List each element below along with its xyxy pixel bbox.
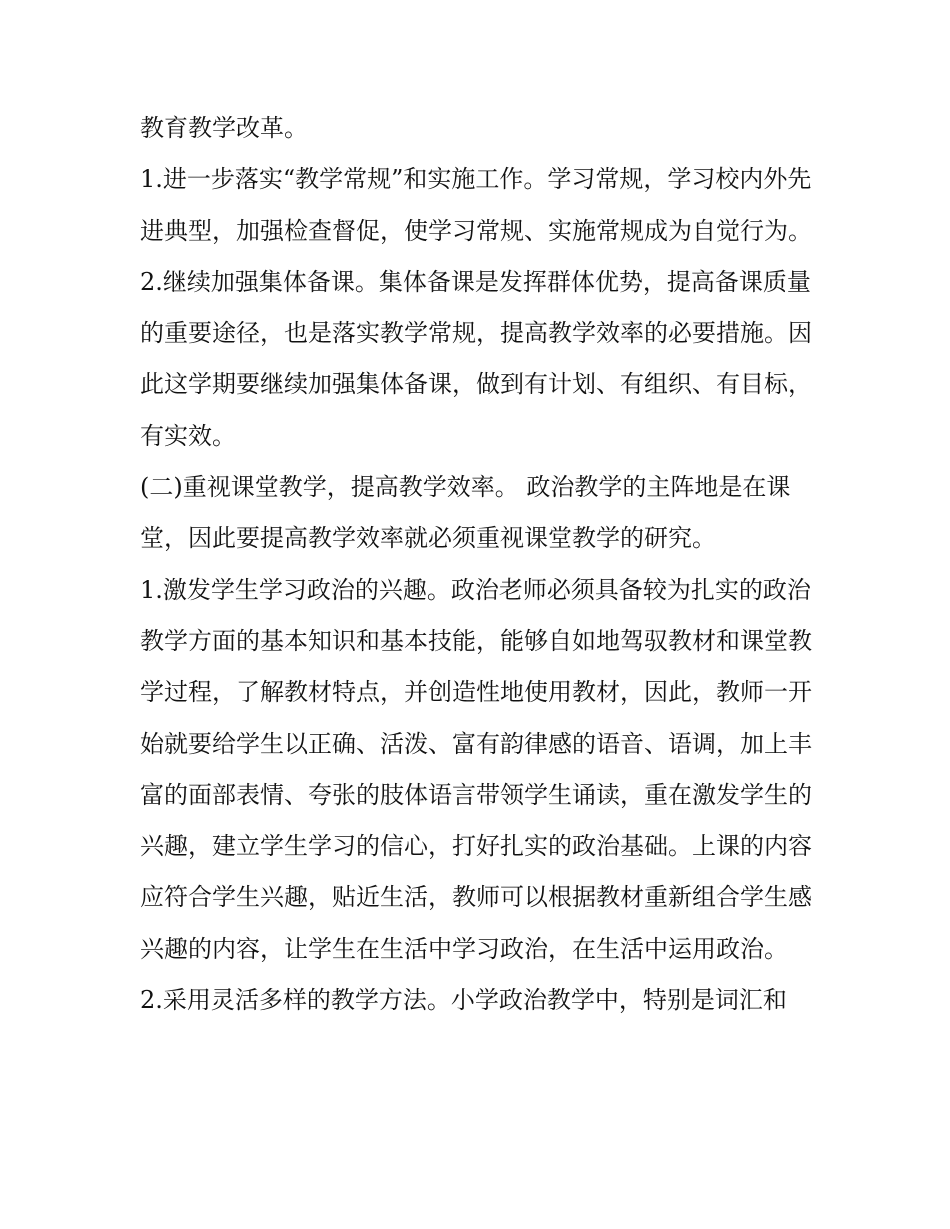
document-page <box>140 103 812 1026</box>
paragraph-6: 2.采用灵活多样的教学方法。小学政治教学中，特别是词汇和 <box>140 986 787 1015</box>
paragraph-2: 1.进一步落实“教学常规”和实施工作。学习常规，学习校内外先进典型，加强检查督促，使学习常规、实施常规成为自觉行为。 <box>140 165 812 245</box>
paragraph-1: 教育教学改革。 <box>140 114 308 142</box>
paragraph-3: 2.继续加强集体备课。集体备课是发挥群体优势，提高备课质量的重要途径，也是落实教学常规，提高教学效率的必要措施。因此这学期要继续加强集体备课，做到有计划、有组织、有目标，有实效。 <box>140 267 812 450</box>
paragraph-4: (二)重视课堂教学，提高教学效率。 政治教学的主阵地是在课堂，因此要提高教学效率就必须重视课堂教学的研究。 <box>140 473 791 553</box>
paragraph-5: 1.激发学生学习政治的兴趣。政治老师必须具备较为扎实的政治教学方面的基本知识和基本技能，能够自如地驾驭教材和课堂教学过程，了解教材特点，并创造性地使用教材，因此，教师一开始就要给学生以正确、活泼、富有韵律感的语音、语调，加上丰富的面部表情、夸张的肢体语言带领学生诵读，重在激发学生的兴趣，建立学生学习的信心，打好扎实的政治基础。上课的内容应符合学生兴趣，贴近生活，教师可以根据教材重新组合学生感兴趣的内容，让学生在生活中学习政治，在生活中运用政治。 <box>140 575 812 963</box>
